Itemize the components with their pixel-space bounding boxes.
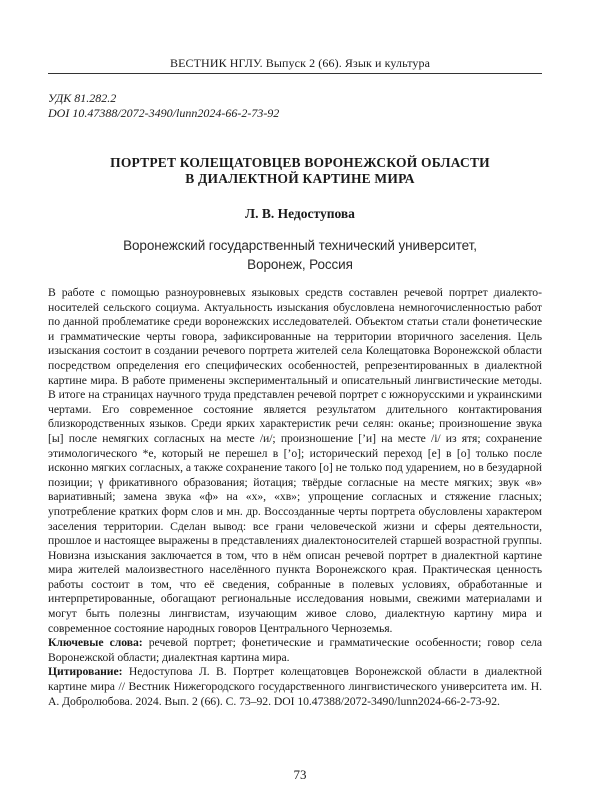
running-head: ВЕСТНИК НГЛУ. Выпуск 2 (66). Язык и культура	[169, 56, 431, 70]
affiliation-line-1: Воронежский государственный технический университет,	[123, 238, 477, 253]
keywords-label: Ключевые слова:	[48, 636, 143, 650]
title-line-1: ПОРТРЕТ КОЛЕЩАТОВЦЕВ ВОРОНЕЖСКОЙ ОБЛАСТИ	[110, 155, 490, 170]
article-meta	[48, 91, 279, 121]
title-line-2: В ДИАЛЕКТНОЙ КАРТИНЕ МИРА	[185, 171, 415, 186]
citation-label: Цитирование:	[48, 665, 123, 679]
doi[interactable]: DOI 10.47388/2072-3490/lunn2024-66-2-73-92	[48, 106, 280, 120]
keywords-text: речевой портрет; фонетические и грамматические особенности; говор села Воронежской области; диалектная картина мира.	[48, 636, 543, 664]
citation-text: Недоступова Л. В. Портрет колещатовцев Воронежской области в диалектной картине мира // Вестник Нижегородского государственного лингвистического университета им. Н. А. Добролюбова. 2024. Вып. 2 (66). С. 73–92. DOI 10.47388/2072-3490/lunn2024-66-2-73-92.	[48, 665, 542, 708]
abstract-text: В работе с помощью разноуровневых языковых средств составлен речевой портрет диалектоносителей сельского социума. Актуальность изыскания обусловлена немногочисленностью работ по данной проблематике среди воронежских исследователей. Объектом статьи стали фонетические и грамматические черты говора, зафиксированные на территории вторичного заселения. Цель изыскания состоит в создании речевого портрета жителей села Колещатовка Воронежской области посредством определения его специфических особенностей, репрезентированных в диалектной картине мира. В работе применены экспериментальный и описательный лингвистические методы. В итоге на страницах научного труда представлен речевой портрет с южнорусскими и украинскими чертами. Его современное состояние является результатом длительного контактирования близкородственных языков. Среди ярких характеристик речи селян: оканье; произношение звука [ы] после немягких согласных на месте /и/; произношение [’и] на месте /i/ из ятя; сохранение этимологического *е, который не перешел в [’о]; исторический переход [е] в [о] только после исконно мягких согласных, а также сохранение такого [о] не только под ударением, но в безударной позиции; γ фрикативного образования; йотация; твёрдые согласные на месте мягких; звук «в» вариативный; замена звука «ф» на «х», «хв»; упрощение согласных и стяжение гласных; употребление кратких форм слов и мн. др. Воссозданные черты портрета обусловлены характером заселения территории. Сделан вывод: все грани человеческой жизни и сферы деятельности, прошлое и настоящее выражены в представлениях диалектоносителей старшей возрастной группы. Новизна изыскания заключается в том, что в нём описан речевой портрет в диалектной картине мира жителей малоизвестного населённого пункта Воронежского края. Практическая ценность работы состоит в том, что её сведения, собранные в полевых условиях, обработанные и интерпретированные, обогащают региональные исследования новыми, свежими материалами и могут быть полезны лингвистам, изучающим живое слово, диалектную картину мира и современное состояние народных говоров Центрального Черноземья.	[48, 286, 542, 635]
author-name: Л. В. Недоступова	[245, 206, 355, 221]
page-number: 73	[293, 767, 307, 782]
udk-code: УДК 81.282.2	[48, 91, 117, 105]
affiliation	[60, 236, 540, 274]
abstract-block	[48, 286, 542, 709]
affiliation-line-2: Воронеж, Россия	[247, 257, 353, 272]
header-rule	[48, 73, 542, 74]
keywords	[48, 636, 542, 665]
article-title	[60, 155, 540, 187]
citation	[48, 665, 542, 709]
